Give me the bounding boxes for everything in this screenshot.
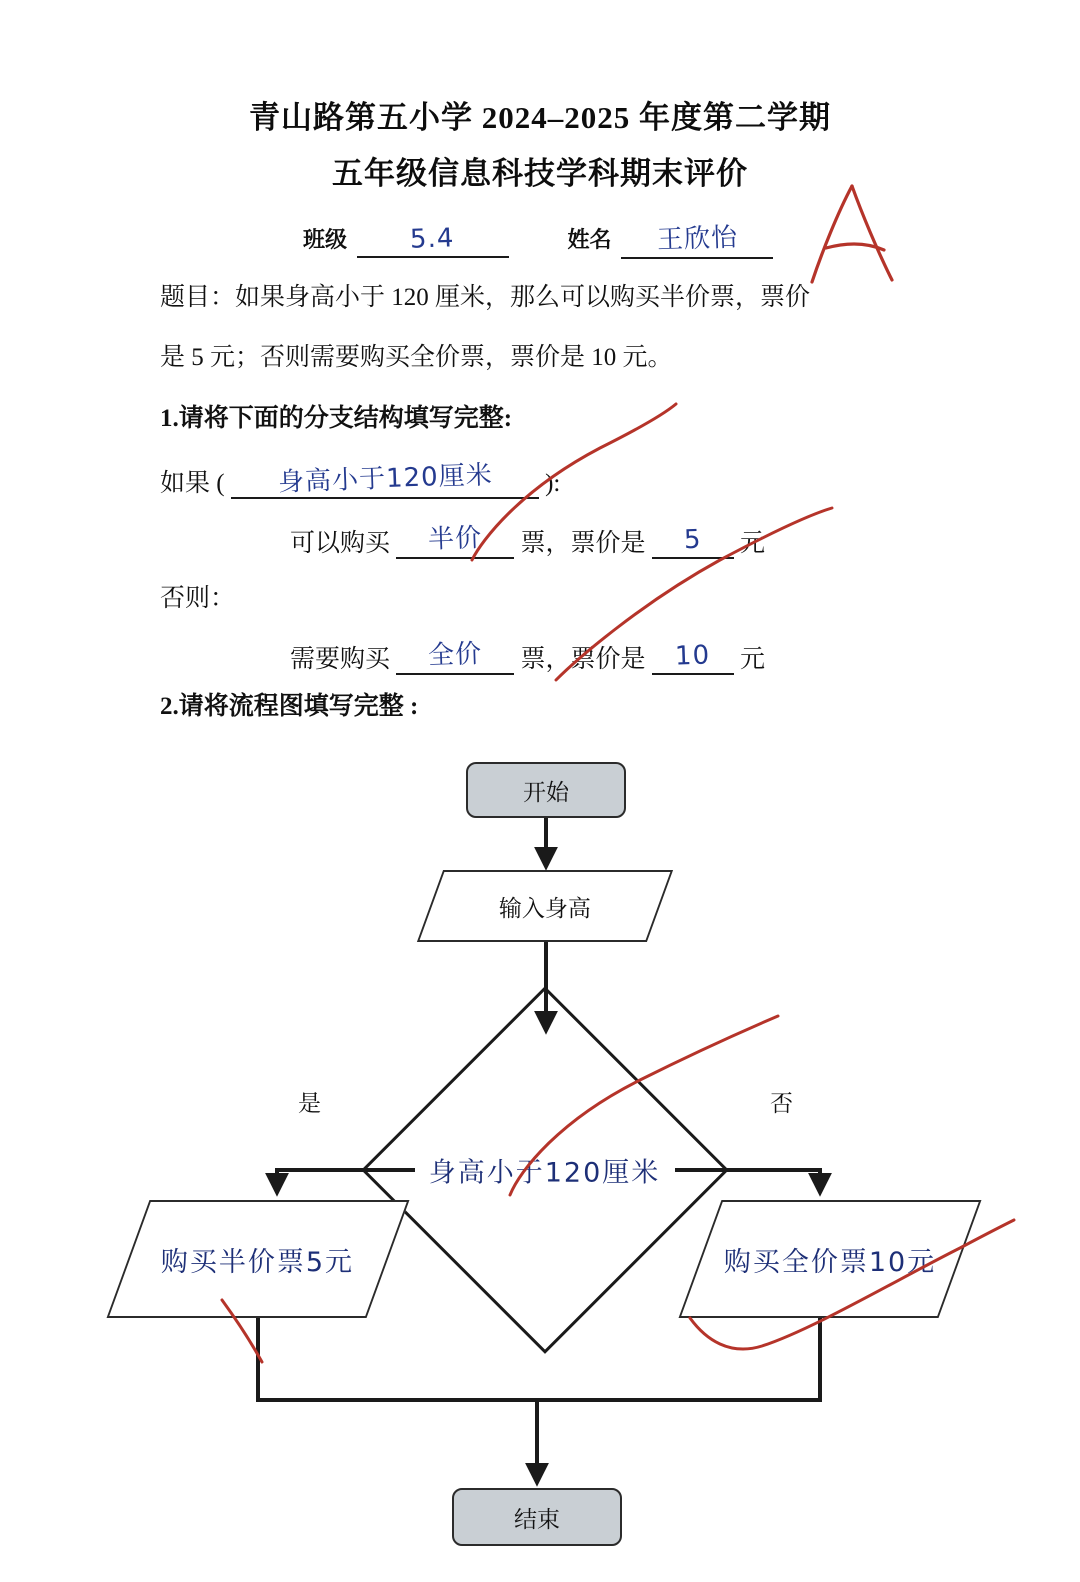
name-label: 姓名 (567, 227, 612, 252)
flow-node-decision (361, 986, 729, 1354)
q1-row1-prefix: 如果 ( (160, 470, 225, 497)
prompt-line-1: 题目：如果身高小于 120 厘米，那么可以购买半价票，票价 (160, 284, 811, 311)
flow-node-input (417, 870, 673, 942)
flow-node-yes-branch (107, 1200, 410, 1318)
q1-row2-suffix: 元 (740, 530, 766, 557)
q1-row2-answer-1: 半价 (427, 523, 483, 555)
flow-node-no-branch-label: 购买全价票10元 (723, 1246, 937, 1278)
question-1-heading: 1.请将下面的分支结构填写完整: (160, 405, 513, 432)
student-info-row (0, 218, 1080, 259)
q1-row2-prefix: 可以购买 (290, 530, 391, 557)
flow-node-no-branch (679, 1200, 982, 1318)
q1-row4-answer-field-2[interactable] (652, 641, 734, 675)
question-1-row-4 (290, 634, 765, 675)
q1-row2-answer-field-2[interactable] (652, 525, 734, 559)
flowchart (0, 740, 1080, 1570)
question-1-row-3: 否则： (160, 585, 236, 612)
q1-row1-suffix: ): (545, 470, 561, 497)
flow-node-decision-label: 身高小于120厘米 (429, 1157, 661, 1189)
q1-row2-mid: 票，票价是 (520, 530, 646, 557)
name-value: 王欣怡 (656, 222, 739, 256)
q1-row4-answer-1: 全价 (427, 639, 483, 671)
flow-node-input-label: 输入身高 (499, 895, 591, 921)
flow-edge-label-yes: 是 (298, 1091, 321, 1116)
class-field[interactable] (357, 224, 509, 258)
name-field[interactable] (621, 218, 773, 259)
q1-row4-prefix: 需要购买 (290, 646, 391, 673)
page-title (0, 90, 1080, 202)
question-1-row-1 (160, 458, 560, 499)
flow-edge-label-no: 否 (770, 1091, 793, 1116)
q1-row4-answer-2: 10 (674, 640, 711, 672)
q1-row2-answer-field-1[interactable] (396, 518, 514, 559)
title-line-1: 青山路第五小学 2024–2025 年度第二学期 (249, 100, 831, 135)
flow-node-start (466, 762, 626, 818)
class-label: 班级 (302, 227, 347, 252)
flow-node-end (452, 1488, 622, 1546)
flow-node-end-label: 结束 (514, 1506, 560, 1532)
q1-row4-answer-field-1[interactable] (396, 634, 514, 675)
question-2-heading: 2.请将流程图填写完整 : (160, 693, 419, 720)
q1-row1-answer: 身高小于120厘米 (277, 460, 493, 498)
class-value: 5.4 (409, 223, 456, 255)
q1-row4-mid: 票，票价是 (520, 646, 646, 673)
flow-node-yes-branch-label: 购买半价票5元 (161, 1246, 355, 1278)
q1-row2-answer-2: 5 (683, 524, 703, 556)
q1-row4-suffix: 元 (740, 646, 766, 673)
prompt-line-2: 是 5 元；否则需要购买全价票，票价是 10 元。 (160, 344, 673, 371)
title-line-2: 五年级信息科技学科期末评价 (332, 156, 748, 191)
flow-node-start-label: 开始 (523, 779, 569, 805)
q1-row1-answer-field[interactable] (231, 458, 539, 499)
question-1-row-2 (290, 518, 765, 559)
